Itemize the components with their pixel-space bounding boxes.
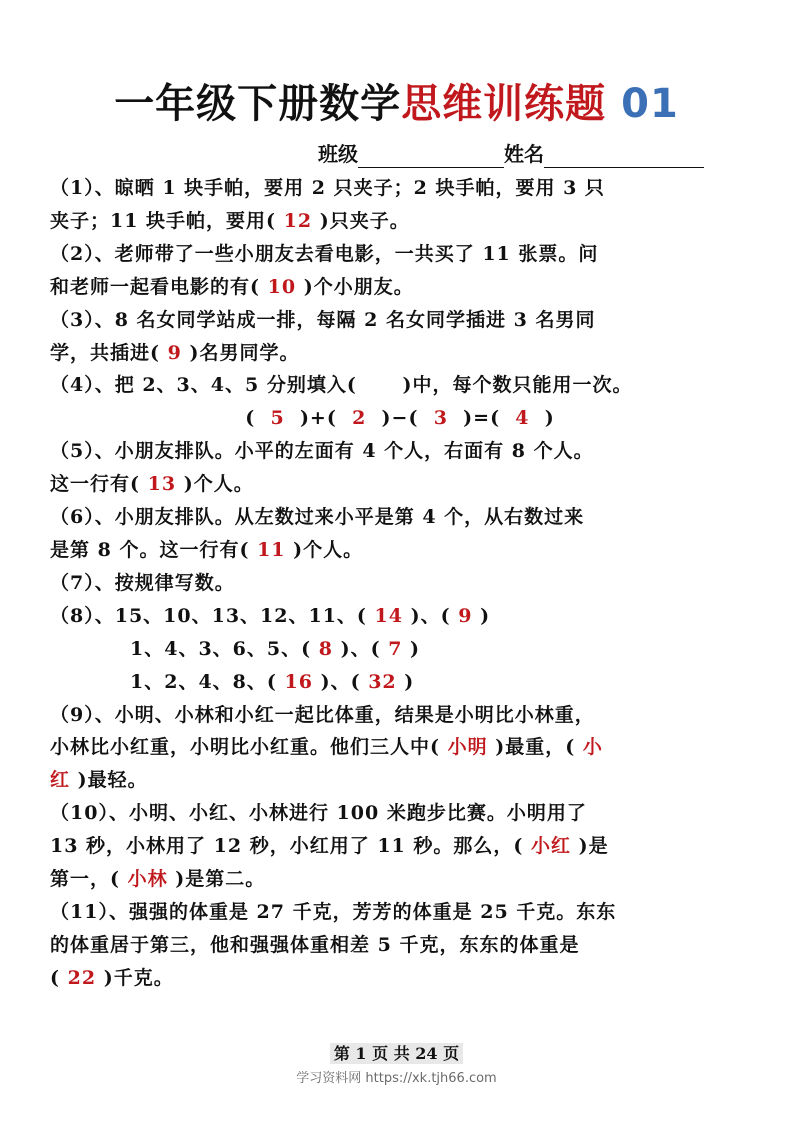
class-name-line (318, 140, 704, 168)
question-answer-line (50, 830, 750, 863)
equation-line (50, 402, 750, 435)
question-text: 13 秒，小林用了 12 秒，小红用了 11 秒。那么，( (50, 835, 524, 858)
answer: 红 (50, 769, 71, 792)
question-8 (50, 600, 750, 699)
title-main: 一年级下册数学 (114, 80, 402, 127)
question-text: ) (404, 670, 415, 693)
equation-symbol: )−( (381, 407, 419, 430)
question-text: )是 (578, 835, 609, 858)
answer: 7 (388, 637, 403, 660)
question-text: （4）、把 2、3、4、5 分别填入( )中，每个数只能用一次。 (50, 374, 633, 397)
answer: 10 (267, 275, 297, 298)
question-text: （11）、强强的体重是 27 千克，芳芳的体重是 25 千克。东东 (50, 900, 617, 923)
question-answer-line (50, 468, 750, 501)
question-3 (50, 304, 750, 370)
answer: 5 (270, 407, 285, 430)
question-text: （8）、15、10、13、12、11、( (50, 604, 367, 627)
question-9 (50, 699, 750, 798)
page-number-text: 第 1 页 共 24 页 (330, 1043, 463, 1064)
question-text: )千克。 (103, 966, 174, 989)
answer: 小明 (447, 736, 488, 759)
question-text: )个人。 (293, 538, 364, 561)
question-text: ) (480, 604, 491, 627)
question-text: （6）、小朋友排队。从左数过来小平是第 4 个，从右数过来 (50, 506, 585, 529)
question-text: ) (410, 637, 421, 660)
question-text: （1）、晾晒 1 块手帕，要用 2 只夹子；2 块手帕，要用 3 只 (50, 177, 605, 199)
answer: 9 (458, 604, 473, 627)
question-text: 夹子；11 块手帕，要用( (50, 209, 277, 232)
question-text: 第一，( (50, 868, 120, 891)
question-text: 和老师一起看电影的有( (50, 275, 260, 298)
answer: 13 (147, 473, 177, 496)
answer: 9 (167, 341, 182, 364)
equation-symbol: )=( (463, 407, 501, 430)
page-title (0, 78, 793, 130)
class-field[interactable] (358, 145, 504, 168)
question-text: 学，共插进( (50, 341, 160, 364)
question-text: )个人。 (183, 473, 254, 496)
answer: 16 (284, 670, 313, 693)
answer: 22 (67, 966, 97, 989)
question-text: （5）、小朋友排队。小平的左面有 4 个人，右面有 8 个人。 (50, 440, 594, 463)
question-text: )只夹子。 (319, 209, 410, 232)
question-7 (50, 567, 750, 600)
question-list (50, 172, 750, 995)
question-text: )名男同学。 (189, 341, 300, 364)
question-text: （7）、按规律写数。 (50, 571, 235, 594)
question-10 (50, 797, 750, 896)
question-2 (50, 238, 750, 304)
question-text: ( (50, 966, 60, 989)
sequence-row (50, 600, 750, 633)
answer: 2 (352, 407, 367, 430)
equation-symbol: ( (245, 407, 256, 430)
question-answer-line (50, 205, 750, 238)
question-text: 是第 8 个。这一行有( (50, 538, 250, 561)
sequence-row (50, 633, 750, 666)
answer: 4 (515, 407, 530, 430)
question-4 (50, 369, 750, 435)
equation-symbol: ) (544, 407, 555, 430)
name-label: 姓名 (504, 142, 544, 166)
question-text: （9）、小明、小林和小红一起比体重，结果是小明比小林重， (50, 703, 595, 726)
question-text: 1、2、4、8、( (130, 670, 277, 693)
question-answer-line (50, 337, 750, 370)
question-5 (50, 435, 750, 501)
question-text: )、( (320, 670, 361, 693)
class-label: 班级 (318, 142, 358, 166)
question-text: （2）、老师带了一些小朋友去看电影，一共买了 11 张票。问 (50, 242, 599, 265)
page-number (0, 1043, 793, 1065)
question-text: （10）、小明、小红、小林进行 100 米跑步比赛。小明用了 (50, 802, 587, 825)
answer: 小红 (531, 835, 572, 858)
site-watermark: 学习资料网 https://xk.tjh66.com (296, 1071, 497, 1086)
question-text: （3）、8 名女同学站成一排，每隔 2 名女同学插进 3 名男同 (50, 308, 596, 331)
question-text: )是第二。 (175, 868, 266, 891)
question-answer-line (50, 731, 750, 764)
question-11 (50, 896, 750, 995)
question-text: )、( (410, 604, 451, 627)
equation-symbol: )+( (299, 407, 337, 430)
title-number: 01 (621, 81, 679, 127)
sequence-row (50, 666, 750, 699)
question-answer-line (50, 764, 750, 797)
name-field[interactable] (544, 145, 704, 168)
question-answer-line (50, 534, 750, 567)
answer: 12 (283, 209, 313, 232)
title-highlight: 思维训练题 (401, 80, 607, 127)
question-text: )最重，( (495, 736, 576, 759)
question-text: )、( (340, 637, 381, 660)
question-text: 的体重居于第三，他和强强体重相差 5 千克，东东的体重是 (50, 933, 580, 956)
answer: 32 (368, 670, 397, 693)
question-text: 这一行有( (50, 473, 140, 496)
question-answer-line (50, 863, 750, 896)
question-answer-line (50, 962, 750, 995)
question-text: 1、4、3、6、5、( (130, 637, 312, 660)
question-text: )最轻。 (77, 769, 148, 792)
question-text: )个小朋友。 (303, 275, 414, 298)
answer: 小林 (127, 868, 168, 891)
answer: 14 (374, 604, 403, 627)
question-text: 小林比小红重，小明比小红重。他们三人中( (50, 736, 440, 759)
question-6 (50, 501, 750, 567)
question-answer-line (50, 271, 750, 304)
answer: 3 (433, 407, 448, 430)
answer: 小 (582, 736, 603, 759)
question-1 (50, 172, 750, 238)
answer: 11 (257, 538, 286, 561)
answer: 8 (318, 637, 333, 660)
